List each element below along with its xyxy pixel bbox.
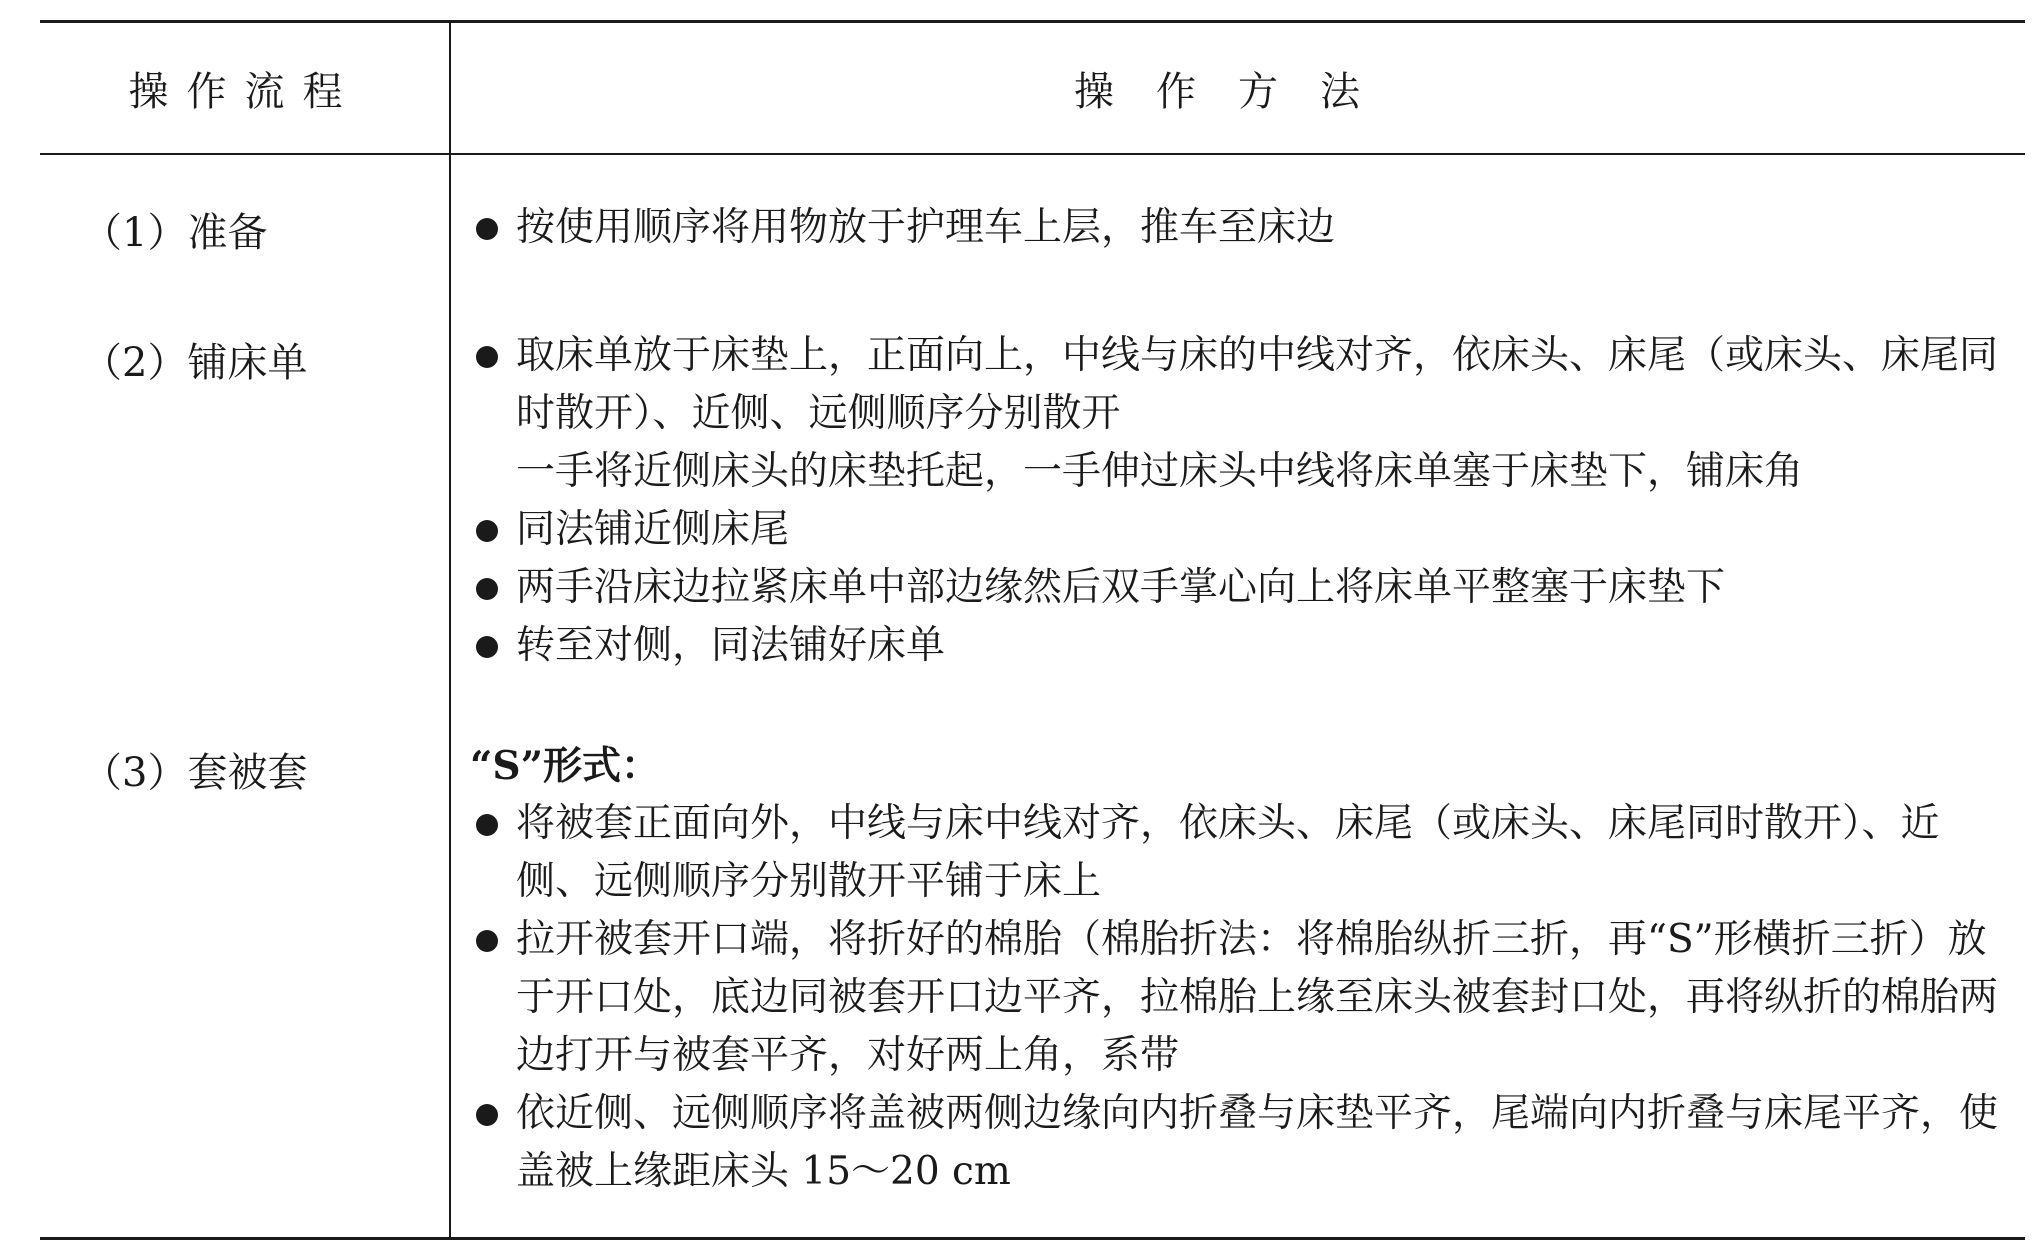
method-item xyxy=(470,911,2010,1085)
method-block-make-sheet xyxy=(470,327,2010,675)
method-item xyxy=(470,559,2010,617)
bullet-icon xyxy=(476,578,498,600)
method-item-continuation: 一手将近侧床头的床垫托起，一手伸过床头中线将床单塞于床垫下，铺床角 xyxy=(516,449,1804,494)
method-item xyxy=(470,199,2010,257)
header-method-column: 操作方法 xyxy=(1074,68,1402,115)
method-item-text: 拉开被套开口端，将折好的棉胎（棉胎折法：将棉胎纵折三折，再“S”形横折三折）放于开口处，底边同被套开口边平齐，拉棉胎上缘至床头被套封口处，再将纵折的棉胎两边打开与被套平齐，对好两上角，系带 xyxy=(516,917,1999,1078)
header-step-column: 操作流程 xyxy=(128,68,361,115)
bullet-icon xyxy=(476,814,498,836)
method-item-text: 按使用顺序将用物放于护理车上层，推车至床边 xyxy=(516,205,1336,250)
method-item xyxy=(470,795,2010,911)
method-item xyxy=(470,327,2010,443)
bullet-icon xyxy=(476,1104,498,1126)
bullet-icon xyxy=(476,930,498,952)
method-item-text: 将被套正面向外，中线与床中线对齐，依床头、床尾（或床头、床尾同时散开）、近侧、远侧顺序分别散开平铺于床上 xyxy=(516,801,1940,904)
method-item xyxy=(470,501,2010,559)
method-item-text: 同法铺近侧床尾 xyxy=(516,507,790,552)
method-subheading: “S”形式： xyxy=(470,743,661,789)
method-item-text: 转至对侧，同法铺好床单 xyxy=(516,623,946,668)
method-item-text: 依近侧、远侧顺序将盖被两侧边缘向内折叠与床垫平齐，尾端向内折叠与床尾平齐，使盖被上缘距床头 15～20 cm xyxy=(516,1091,1999,1194)
step-label-make-sheet: （2）铺床单 xyxy=(82,340,308,386)
method-item xyxy=(470,1085,2010,1201)
method-block-prepare xyxy=(470,199,2010,257)
bullet-icon xyxy=(476,520,498,542)
method-item-text: 取床单放于床垫上，正面向上，中线与床的中线对齐，依床头、床尾（或床头、床尾同时散开）、近侧、远侧顺序分别散开 xyxy=(516,333,1999,436)
step-label-cover-quilt: （3）套被套 xyxy=(82,750,308,796)
procedure-table xyxy=(40,20,2025,1240)
column-divider xyxy=(449,23,451,1237)
method-block-cover-quilt xyxy=(470,737,2010,1201)
bullet-icon xyxy=(476,346,498,368)
method-item xyxy=(470,617,2010,675)
header-rule xyxy=(40,153,2025,155)
step-label-prepare: （1）准备 xyxy=(82,210,268,256)
method-item-text: 两手沿床边拉紧床单中部边缘然后双手掌心向上将床单平整塞于床垫下 xyxy=(516,565,1726,610)
bullet-icon xyxy=(476,636,498,658)
bullet-icon xyxy=(476,218,498,240)
